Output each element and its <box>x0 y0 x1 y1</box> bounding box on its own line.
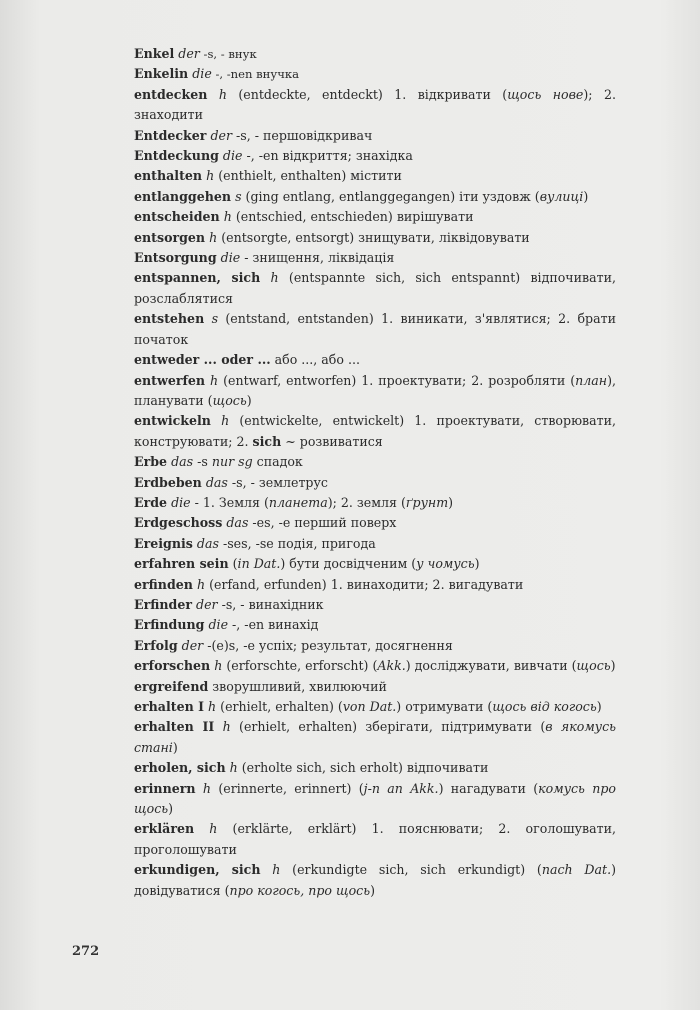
entry-text: (enthielt, enthalten) містити <box>214 168 402 184</box>
dictionary-entry <box>134 513 616 533</box>
entry-headword: entscheiden <box>134 209 220 225</box>
entry-text: -ses, -se подія, пригода <box>218 535 376 551</box>
entry-text: ), планувати ( <box>134 372 616 408</box>
entry-text: (erfand, erfunden) 1. винаходити; 2. вигадувати <box>205 576 524 592</box>
entry-text: (ging entlang, entlanggegangen) іти уздовж ( <box>241 188 540 204</box>
entry-grammar-note: h <box>209 821 218 837</box>
entry-text <box>194 821 209 836</box>
entry-headword: Erdbeben <box>134 474 202 490</box>
entry-grammar-note: von Dat. <box>342 699 397 714</box>
entry-text: (erinnerte, erinnert) ( <box>211 780 364 796</box>
dictionary-entry <box>134 207 616 227</box>
entry-text: ); 2. земля ( <box>327 494 406 510</box>
entry-grammar-note: h <box>218 86 227 102</box>
entry-usage-note: щось <box>212 392 247 408</box>
entry-usage-note: щось нове <box>507 86 584 102</box>
entry-text: зворушливий, хвилюючий <box>208 678 387 694</box>
entry-translation: -s, - внук <box>199 47 257 61</box>
entry-usage-note: комусь про щось <box>134 780 616 817</box>
entry-headword: erhalten I <box>134 699 205 714</box>
entry-text: ) <box>246 392 252 408</box>
entry-text <box>261 862 273 877</box>
entry-headword: Entdecker <box>134 127 207 143</box>
entry-text: -s, - першовідкривач <box>232 127 373 143</box>
dictionary-entry <box>134 452 616 472</box>
entry-text: (erholte sich, sich erholt) відпочивати <box>237 760 489 776</box>
entry-grammar-note: h <box>214 658 223 674</box>
entry-headword: erhalten II <box>134 719 215 735</box>
entry-headword: erfinden <box>134 576 193 592</box>
entry-headword: erklären <box>134 821 195 837</box>
entry-grammar-note: h <box>222 719 231 735</box>
entry-usage-note: ґрунт <box>405 494 449 510</box>
entry-grammar-note: der <box>196 596 218 612</box>
dictionary-entry <box>134 268 616 309</box>
entry-headword: Entsorgung <box>134 250 217 266</box>
entry-text: ) досліджувати, вивчати ( <box>405 658 577 674</box>
entry-headword: Erfolg <box>134 637 178 653</box>
entry-headword: Erbe <box>134 454 168 470</box>
dictionary-entry <box>134 758 616 778</box>
dictionary-entry <box>134 779 616 820</box>
entry-text: (entschied, entschieden) вирішувати <box>231 209 474 225</box>
page-number: 272 <box>72 944 100 959</box>
entry-text: (erklärte, erklärt) 1. пояснювати; 2. оголошувати, проголошувати <box>134 821 616 857</box>
entry-grammar-note: das <box>171 454 194 470</box>
dictionary-entry <box>134 575 616 595</box>
entry-grammar-note: das <box>226 515 249 531</box>
entry-headword: enthalten <box>134 168 203 184</box>
entry-text: (entdeckte, entdeckt) 1. відкривати ( <box>226 86 508 102</box>
entry-text: -s, - землетрус <box>227 474 328 490</box>
entry-text: ) <box>610 658 616 674</box>
entry-headword: entwerfen <box>134 372 206 388</box>
entry-grammar-note: s <box>235 188 242 204</box>
entry-usage-note: у чомусь <box>416 556 475 572</box>
dictionary-entry <box>134 228 616 248</box>
entry-grammar-note: h <box>223 209 232 225</box>
entry-text <box>204 311 211 326</box>
entry-usage-note: про когось, про щось <box>229 882 371 898</box>
entry-headword: erinnern <box>134 780 196 796</box>
dictionary-entry <box>134 473 616 493</box>
entry-text: ); 2. знаходити <box>134 86 616 123</box>
entry-headword: entwickeln <box>134 413 211 429</box>
entry-text: (entwickelte, entwickelt) 1. проектувати, створювати, конструювати; 2. <box>134 413 616 449</box>
entry-text: -(e)s, -e успіх; результат, досягнення <box>203 637 453 653</box>
entry-text: ) <box>474 556 480 572</box>
entry-grammar-note: h <box>208 699 217 714</box>
entry-grammar-note: j-n an Akk. <box>363 780 439 796</box>
entry-grammar-note: die <box>220 250 241 266</box>
entry-grammar-note: nur sg <box>211 454 253 470</box>
entry-grammar-note: h <box>270 270 279 286</box>
entry-text: ) <box>448 494 454 510</box>
entry-grammar-note: in Dat. <box>237 556 281 572</box>
entry-grammar-note: s <box>211 311 219 327</box>
entry-text: спадок <box>252 454 303 470</box>
entry-headword: entlanggehen <box>134 188 232 204</box>
entry-usage-note: в якомусь стані <box>134 719 616 755</box>
entry-headword: Erfinder <box>134 596 193 612</box>
entry-text: ) отримувати ( <box>396 699 493 714</box>
entry-grammar-note: h <box>209 229 218 245</box>
entry-text: ) <box>370 882 376 898</box>
dictionary-entry <box>134 411 616 452</box>
entry-text: -s, - винахідник <box>217 596 324 612</box>
entry-text: ) <box>596 699 602 714</box>
entry-grammar-note: das <box>196 535 219 551</box>
entry-grammar-note: h <box>202 780 212 796</box>
entry-grammar-note: der <box>210 127 232 143</box>
entry-headword: Erdgeschoss <box>134 515 223 531</box>
entry-headword: Ereignis <box>134 535 193 551</box>
entry-grammar-note: h <box>272 862 281 878</box>
dictionary-entry <box>134 166 616 186</box>
dictionary-entry <box>134 309 616 350</box>
entry-text <box>211 413 221 428</box>
entry-grammar-note: Akk. <box>377 658 406 674</box>
entry-text <box>260 270 270 285</box>
dictionary-entry <box>134 371 616 412</box>
entry-text: (entsorgte, entsorgt) знищувати, ліквідовувати <box>217 229 530 245</box>
entry-text: (erhielt, erhalten) ( <box>216 699 343 714</box>
dictionary-entry <box>134 493 616 513</box>
entry-text: -s <box>193 454 212 470</box>
entry-headword: entstehen <box>134 311 205 327</box>
entry-usage-note: вулиці <box>539 188 584 204</box>
entry-text: (erkundigte sich, sich erkundigt) ( <box>280 862 542 878</box>
entry-grammar-note: die <box>171 494 191 510</box>
entry-text <box>196 781 203 796</box>
dictionary-entry <box>134 350 616 370</box>
entry-grammar-note: die <box>222 148 243 164</box>
entry-headword: entweder ... oder ... <box>134 352 271 368</box>
entry-text: (erforschte, erforscht) ( <box>222 658 378 674</box>
dictionary-entry <box>134 554 616 574</box>
entry-text: або ..., або ... <box>270 352 360 368</box>
entry-headword: Enkelin <box>134 66 189 82</box>
dictionary-entries <box>134 44 616 901</box>
entry-headword: erfahren sein <box>134 556 229 572</box>
entry-usage-note: щось <box>576 658 611 674</box>
dictionary-entry <box>134 534 616 554</box>
dictionary-entry <box>134 85 616 126</box>
entry-usage-note: щось від когось <box>492 699 597 714</box>
entry-text <box>207 87 218 102</box>
entry-grammar-note: nach Dat. <box>541 862 612 878</box>
entry-text: ) нагадувати ( <box>438 780 539 796</box>
entry-headword: Erfindung <box>134 617 205 633</box>
entry-headword: Enkel <box>134 46 175 61</box>
entry-headword: ergreifend <box>134 678 209 694</box>
entry-grammar-note: das <box>205 474 228 490</box>
entry-text: ~ розвиватися <box>281 433 383 449</box>
entry-text: ) бути досвідченим ( <box>280 556 417 572</box>
entry-grammar-note: die <box>192 66 212 82</box>
entry-text: - 1. Земля ( <box>190 494 269 510</box>
entry-headword: entsorgen <box>134 229 206 245</box>
entry-text: -es, -e перший поверх <box>248 515 397 531</box>
dictionary-entry <box>134 595 616 615</box>
dictionary-entry <box>134 64 616 84</box>
entry-headword: entspannen, sich <box>134 270 261 286</box>
entry-text: ( <box>228 556 238 572</box>
entry-translation: -, -nen внучка <box>211 67 300 82</box>
entry-headword: Entdeckung <box>134 148 219 164</box>
entry-grammar-note: der <box>178 46 200 61</box>
dictionary-entry <box>134 677 616 697</box>
entry-text: ) <box>168 801 174 817</box>
entry-grammar-note: h <box>221 413 230 429</box>
entry-text: -, -en винахід <box>228 617 319 633</box>
dictionary-entry <box>134 615 616 635</box>
entry-headword: entdecken <box>134 86 208 102</box>
dictionary-entry <box>134 860 616 901</box>
entry-grammar-note: der <box>181 637 204 653</box>
entry-usage-note: планета <box>268 494 328 510</box>
dictionary-entry <box>134 44 616 64</box>
dictionary-entry <box>134 248 616 268</box>
entry-grammar-note: h <box>229 760 238 776</box>
dictionary-entry <box>134 717 616 758</box>
dictionary-entry <box>134 819 616 860</box>
entry-usage-note: план <box>575 372 608 388</box>
entry-sub-headword: sich <box>252 433 282 449</box>
entry-text: (entspannte sich, sich entspannt) відпочивати, розслаблятися <box>134 270 616 306</box>
entry-headword: erkundigen, sich <box>134 862 261 878</box>
entry-text: ) <box>583 188 589 204</box>
entry-text: ) довідуватися ( <box>134 862 616 898</box>
dictionary-entry <box>134 636 616 656</box>
dictionary-entry <box>134 187 616 207</box>
entry-grammar-note: h <box>206 168 215 184</box>
entry-text <box>214 719 222 734</box>
entry-grammar-note: h <box>196 576 206 592</box>
entry-grammar-note: die <box>208 617 229 633</box>
entry-text: (entwarf, entworfen) 1. проектувати; 2. розробляти ( <box>218 372 576 388</box>
dictionary-entry <box>134 126 616 146</box>
entry-text: (erhielt, erhalten) зберігати, підтримувати ( <box>230 719 546 735</box>
entry-grammar-note: h <box>210 372 219 388</box>
entry-headword: erholen, sich <box>134 760 226 776</box>
entry-text: ) <box>172 739 178 755</box>
entry-headword: Erde <box>134 494 168 510</box>
entry-text: - знищення, ліквідація <box>240 250 395 266</box>
dictionary-entry <box>134 656 616 676</box>
dictionary-entry <box>134 697 616 717</box>
entry-text: (entstand, entstanden) 1. виникати, з'являтися; 2. брати початок <box>134 311 616 347</box>
entry-headword: erforschen <box>134 658 211 674</box>
dictionary-entry <box>134 146 616 166</box>
entry-text: -, -en відкриття; знахідка <box>242 148 413 164</box>
